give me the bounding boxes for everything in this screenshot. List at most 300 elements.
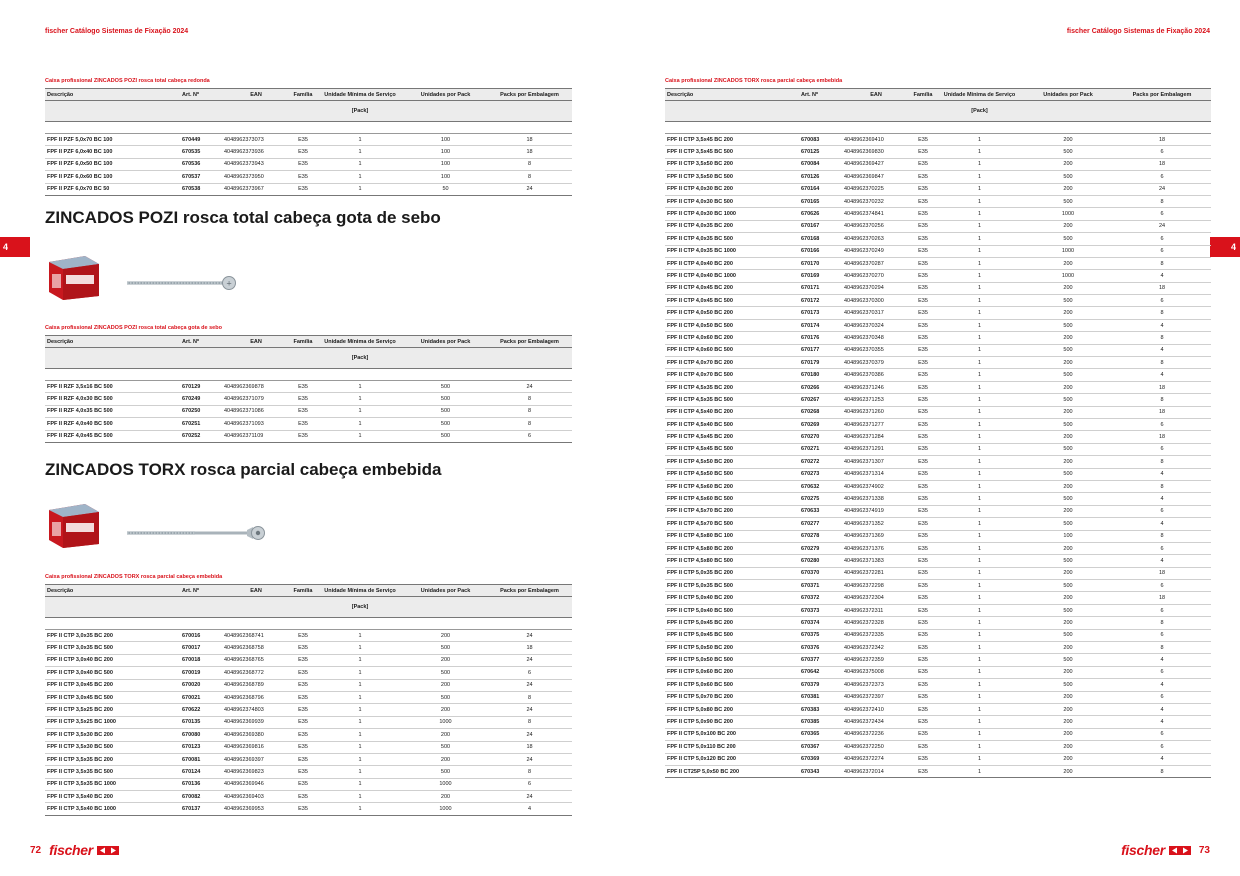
header-cell-empty [45, 348, 180, 369]
cell-ean: 4048962373073 [222, 134, 290, 146]
cell-units-per-pack: 200 [1023, 307, 1113, 319]
cell-family: E35 [910, 332, 936, 344]
header-cell-empty [180, 101, 222, 122]
section-title: ZINCADOS POZI rosca total cabeça gota de sebo [45, 208, 441, 227]
cell-units-per-pack: 500 [404, 405, 487, 417]
cell-art-no: 670170 [799, 257, 842, 269]
cell-family: E35 [910, 357, 936, 369]
cell-family: E35 [910, 195, 936, 207]
cell-description: FPF II CTP 3,5x35 BC 1000 [45, 778, 180, 790]
cell-family: E35 [910, 505, 936, 517]
cell-units-per-pack: 500 [404, 393, 487, 405]
header-cell-empty [290, 597, 316, 618]
cell-family: E35 [290, 704, 316, 716]
header-cell-empty [45, 597, 180, 618]
cell-units-per-pack: 500 [404, 418, 487, 430]
cell-ean: 4048962373950 [222, 171, 290, 183]
cell-ean: 4048962368741 [222, 630, 290, 642]
table-row [665, 220, 1211, 232]
cell-min-unit: 1 [936, 245, 1023, 257]
cell-art-no: 670367 [799, 741, 842, 753]
header-cell-empty [487, 348, 572, 369]
table-row [665, 580, 1211, 592]
table-row [665, 592, 1211, 604]
cell-ean: 4048962370249 [842, 245, 910, 257]
table-row [45, 679, 572, 691]
column-header-units-per-pack: Unidades por Pack [404, 89, 487, 101]
cell-ean: 4048962370348 [842, 332, 910, 344]
cell-description: FPF II CTP 3,0x45 BC 500 [45, 691, 180, 703]
cell-min-unit: 1 [316, 418, 404, 430]
table-row [665, 567, 1211, 579]
table-row [45, 766, 572, 778]
spacer-cell [910, 122, 936, 134]
cell-packs-per-box: 6 [487, 430, 572, 442]
cell-packs-per-box: 6 [1113, 691, 1211, 703]
cell-min-unit: 1 [316, 691, 404, 703]
cell-art-no: 670165 [799, 195, 842, 207]
cell-art-no: 670021 [180, 691, 222, 703]
cell-min-unit: 1 [936, 716, 1023, 728]
column-header-packs-per-box: Packs por Embalagem [487, 336, 572, 348]
cell-packs-per-box: 8 [487, 716, 572, 728]
cell-art-no: 670017 [180, 642, 222, 654]
table-row [45, 654, 572, 666]
cell-description: FPF II CTP 3,5x45 BC 200 [665, 134, 799, 146]
cell-min-unit: 1 [936, 679, 1023, 691]
cell-min-unit: 1 [936, 443, 1023, 455]
cell-description: FPF II CTP 4,5x40 BC 500 [665, 418, 799, 430]
table-row [665, 183, 1211, 195]
logo-text: fischer [49, 842, 93, 858]
cell-units-per-pack: 500 [404, 741, 487, 753]
header-cell-empty [1023, 101, 1113, 122]
column-header-art-no: Art. Nº [180, 336, 222, 348]
cell-art-no: 670373 [799, 604, 842, 616]
table-row [665, 753, 1211, 765]
cell-packs-per-box: 18 [1113, 158, 1211, 170]
cell-units-per-pack: 500 [404, 691, 487, 703]
cell-min-unit: 1 [316, 753, 404, 765]
cell-ean: 4048962370270 [842, 270, 910, 282]
cell-family: E35 [910, 691, 936, 703]
cell-family: E35 [910, 456, 936, 468]
table-row [45, 803, 572, 815]
cell-units-per-pack: 1000 [1023, 270, 1113, 282]
cell-packs-per-box: 8 [1113, 332, 1211, 344]
cell-family: E35 [910, 183, 936, 195]
table-caption: Caixa profissional ZINCADOS TORX rosca parcial cabeça embebida [665, 78, 843, 84]
cell-min-unit: 1 [316, 654, 404, 666]
cell-family: E35 [290, 729, 316, 741]
cell-description: FPF II CTP 4,0x35 BC 1000 [665, 245, 799, 257]
cell-art-no: 670385 [799, 716, 842, 728]
cell-ean: 4048962371277 [842, 418, 910, 430]
cell-family: E35 [290, 405, 316, 417]
cell-family: E35 [910, 208, 936, 220]
header-cell-empty [1113, 101, 1211, 122]
header-cell-empty [842, 101, 910, 122]
cell-description: FPF II CTP 3,5x35 BC 500 [45, 766, 180, 778]
cell-min-unit: 1 [936, 195, 1023, 207]
cell-family: E35 [290, 716, 316, 728]
cell-packs-per-box: 18 [1113, 567, 1211, 579]
screw-image [125, 274, 237, 292]
header-cell-empty [180, 597, 222, 618]
spacer-cell [842, 122, 910, 134]
cell-min-unit: 1 [316, 778, 404, 790]
table-caption: Caixa profissional ZINCADOS POZI rosca total cabeça redonda [45, 78, 210, 84]
cell-description: FPF II CTP 4,5x35 BC 500 [665, 394, 799, 406]
cell-description: FPF II CTP 5,0x60 BC 200 [665, 666, 799, 678]
cell-packs-per-box: 6 [1113, 146, 1211, 158]
chapter-tab-left: 4 [0, 237, 30, 257]
section-title: ZINCADOS TORX rosca parcial cabeça embebida [45, 460, 442, 479]
cell-ean: 4048962372342 [842, 642, 910, 654]
cell-units-per-pack: 200 [404, 679, 487, 691]
table-row [45, 630, 572, 642]
cell-description: FPF II CTP 4,5x70 BC 200 [665, 505, 799, 517]
cell-description: FPF II CTP 4,5x50 BC 500 [665, 468, 799, 480]
page-header-right: fischer Catálogo Sistemas de Fixação 2024 [1066, 28, 1210, 35]
cell-min-unit: 1 [936, 654, 1023, 666]
column-header-units-per-pack: Unidades por Pack [1023, 89, 1113, 101]
cell-art-no: 670374 [799, 617, 842, 629]
cell-ean: 4048962374841 [842, 208, 910, 220]
cell-art-no: 670129 [180, 381, 222, 393]
cell-min-unit: 1 [316, 171, 404, 183]
cell-units-per-pack: 200 [1023, 691, 1113, 703]
cell-ean: 4048962372274 [842, 753, 910, 765]
table-row [45, 729, 572, 741]
cell-art-no: 670535 [180, 146, 222, 158]
cell-packs-per-box: 4 [1113, 319, 1211, 331]
cell-art-no: 670379 [799, 679, 842, 691]
cell-min-unit: 1 [936, 480, 1023, 492]
spacer-cell [316, 369, 404, 381]
cell-units-per-pack: 200 [1023, 617, 1113, 629]
cell-description: FPF II CTP 4,5x80 BC 200 [665, 542, 799, 554]
cell-ean: 4048962372410 [842, 703, 910, 715]
column-header-description: Descrição [45, 89, 180, 101]
spacer-row [45, 618, 572, 630]
cell-min-unit: 1 [936, 369, 1023, 381]
cell-min-unit: 1 [316, 679, 404, 691]
cell-units-per-pack: 200 [1023, 728, 1113, 740]
cell-min-unit: 1 [936, 282, 1023, 294]
screw-image [125, 524, 267, 542]
cell-min-unit: 1 [936, 555, 1023, 567]
cell-ean: 4048962369847 [842, 171, 910, 183]
spacer-cell [487, 122, 572, 134]
cell-ean: 4048962374902 [842, 480, 910, 492]
cell-description: FPF II CTP 5,0x45 BC 500 [665, 629, 799, 641]
header-cell-empty [290, 101, 316, 122]
cell-units-per-pack: 200 [1023, 357, 1113, 369]
cell-min-unit: 1 [936, 146, 1023, 158]
cell-family: E35 [910, 741, 936, 753]
cell-units-per-pack: 500 [1023, 468, 1113, 480]
cell-description: FPF II CTP 4,5x35 BC 200 [665, 381, 799, 393]
page-number: 73 [1198, 844, 1210, 856]
cell-min-unit: 1 [936, 357, 1023, 369]
cell-ean: 4048962368772 [222, 667, 290, 679]
spacer-cell [222, 122, 290, 134]
cell-min-unit: 1 [316, 381, 404, 393]
cell-min-unit: 1 [936, 418, 1023, 430]
cell-min-unit: 1 [936, 381, 1023, 393]
cell-description: FPF II CTP 4,5x45 BC 200 [665, 431, 799, 443]
cell-ean: 4048962373936 [222, 146, 290, 158]
cell-ean: 4048962371383 [842, 555, 910, 567]
cell-min-unit: 1 [936, 629, 1023, 641]
cell-family: E35 [910, 134, 936, 146]
column-header-family: Família [910, 89, 936, 101]
cell-units-per-pack: 200 [404, 753, 487, 765]
cell-description: FPF II CTP 4,5x60 BC 500 [665, 493, 799, 505]
table-row [665, 617, 1211, 629]
cell-art-no: 670180 [799, 369, 842, 381]
cell-art-no: 670019 [180, 667, 222, 679]
cell-packs-per-box: 4 [1113, 753, 1211, 765]
cell-ean: 4048962372359 [842, 654, 910, 666]
cell-ean: 4048962369946 [222, 778, 290, 790]
cell-family: E35 [910, 592, 936, 604]
cell-min-unit: 1 [936, 257, 1023, 269]
cell-ean: 4048962371314 [842, 468, 910, 480]
cell-min-unit: 1 [316, 146, 404, 158]
column-header-packs-per-box: Packs por Embalagem [487, 89, 572, 101]
cell-art-no: 670250 [180, 405, 222, 417]
table-row [45, 430, 572, 442]
spacer-cell [404, 122, 487, 134]
cell-description: FPF II CTP 4,5x45 BC 500 [665, 443, 799, 455]
cell-ean: 4048962374919 [842, 505, 910, 517]
cell-packs-per-box: 24 [487, 654, 572, 666]
cell-art-no: 670277 [799, 518, 842, 530]
table-row [665, 456, 1211, 468]
cell-family: E35 [290, 393, 316, 405]
cell-packs-per-box: 8 [1113, 456, 1211, 468]
cell-units-per-pack: 500 [1023, 654, 1113, 666]
cell-family: E35 [910, 443, 936, 455]
cell-family: E35 [290, 667, 316, 679]
cell-description: FPF II RZF 4,0x45 BC 500 [45, 430, 180, 442]
cell-family: E35 [910, 344, 936, 356]
cell-family: E35 [910, 518, 936, 530]
header-cell-empty [487, 101, 572, 122]
cell-description: FPF II RZF 4,0x30 BC 500 [45, 393, 180, 405]
cell-min-unit: 1 [936, 741, 1023, 753]
cell-min-unit: 1 [936, 158, 1023, 170]
cell-art-no: 670251 [180, 418, 222, 430]
cell-family: E35 [910, 728, 936, 740]
cell-description: FPF II CTP 4,0x35 BC 500 [665, 233, 799, 245]
cell-description: FPF II CTP 3,5x25 BC 1000 [45, 716, 180, 728]
cell-units-per-pack: 200 [1023, 332, 1113, 344]
cell-family: E35 [290, 146, 316, 158]
cell-ean: 4048962371246 [842, 381, 910, 393]
cell-units-per-pack: 100 [1023, 530, 1113, 542]
cell-ean: 4048962373943 [222, 158, 290, 170]
cell-art-no: 670179 [799, 357, 842, 369]
cell-art-no: 670016 [180, 630, 222, 642]
cell-family: E35 [910, 307, 936, 319]
cell-min-unit: 1 [936, 567, 1023, 579]
cell-packs-per-box: 4 [1113, 369, 1211, 381]
cell-family: E35 [290, 691, 316, 703]
cell-description: FPF II CTP 4,5x50 BC 200 [665, 456, 799, 468]
cell-min-unit: 1 [936, 753, 1023, 765]
cell-min-unit: 1 [316, 791, 404, 803]
cell-art-no: 670642 [799, 666, 842, 678]
cell-units-per-pack: 200 [404, 654, 487, 666]
cell-description: FPF II CTP 5,0x120 BC 200 [665, 753, 799, 765]
cell-description: FPF II CTP 4,0x40 BC 200 [665, 257, 799, 269]
svg-text:+: + [226, 279, 232, 288]
cell-min-unit: 1 [316, 134, 404, 146]
cell-ean: 4048962369830 [842, 146, 910, 158]
cell-family: E35 [910, 381, 936, 393]
cell-min-unit: 1 [936, 220, 1023, 232]
column-header-unit: [Pack] [316, 101, 404, 122]
table-row [45, 741, 572, 753]
cell-art-no: 670270 [799, 431, 842, 443]
product-table [665, 88, 1211, 778]
cell-art-no: 670370 [799, 567, 842, 579]
cell-packs-per-box: 6 [487, 667, 572, 679]
cell-art-no: 670273 [799, 468, 842, 480]
spacer-cell [404, 618, 487, 630]
table-row [665, 703, 1211, 715]
cell-min-unit: 1 [936, 307, 1023, 319]
cell-packs-per-box: 6 [1113, 295, 1211, 307]
table-row [665, 245, 1211, 257]
cell-packs-per-box: 6 [1113, 542, 1211, 554]
cell-units-per-pack: 500 [1023, 629, 1113, 641]
cell-art-no: 670369 [799, 753, 842, 765]
cell-art-no: 670375 [799, 629, 842, 641]
cell-units-per-pack: 500 [1023, 493, 1113, 505]
cell-packs-per-box: 8 [1113, 530, 1211, 542]
page-header-left: fischer Catálogo Sistemas de Fixação 2024 [45, 28, 189, 35]
cell-ean: 4048962372311 [842, 604, 910, 616]
cell-min-unit: 1 [936, 344, 1023, 356]
cell-min-unit: 1 [936, 208, 1023, 220]
cell-units-per-pack: 500 [1023, 555, 1113, 567]
fischer-logo [1121, 842, 1191, 858]
cell-family: E35 [910, 604, 936, 616]
logo-text: fischer [1121, 842, 1165, 858]
cell-description: FPF II CTP 3,0x35 BC 500 [45, 642, 180, 654]
cell-units-per-pack: 200 [1023, 158, 1113, 170]
cell-packs-per-box: 24 [487, 753, 572, 765]
spacer-cell [290, 369, 316, 381]
cell-description: FPF II CTP 4,0x70 BC 500 [665, 369, 799, 381]
cell-family: E35 [910, 406, 936, 418]
product-box-image [45, 500, 103, 550]
cell-description: FPF II CTP 3,5x40 BC 200 [45, 791, 180, 803]
cell-family: E35 [910, 580, 936, 592]
cell-units-per-pack: 500 [1023, 369, 1113, 381]
cell-min-unit: 1 [316, 183, 404, 195]
cell-ean: 4048962371079 [222, 393, 290, 405]
cell-family: E35 [910, 319, 936, 331]
cell-units-per-pack: 500 [1023, 418, 1113, 430]
cell-units-per-pack: 200 [1023, 406, 1113, 418]
cell-min-unit: 1 [316, 158, 404, 170]
cell-units-per-pack: 100 [404, 171, 487, 183]
table-row [665, 282, 1211, 294]
spacer-row [45, 369, 572, 381]
cell-family: E35 [910, 158, 936, 170]
table-row [665, 468, 1211, 480]
cell-art-no: 670018 [180, 654, 222, 666]
cell-packs-per-box: 4 [1113, 270, 1211, 282]
cell-units-per-pack: 200 [1023, 480, 1113, 492]
cell-min-unit: 1 [936, 295, 1023, 307]
table-row [45, 381, 572, 393]
cell-art-no: 670279 [799, 542, 842, 554]
header-cell-empty [45, 101, 180, 122]
logo-mark-icon [1169, 846, 1191, 855]
cell-units-per-pack: 500 [1023, 518, 1113, 530]
cell-ean: 4048962370300 [842, 295, 910, 307]
cell-packs-per-box: 4 [1113, 493, 1211, 505]
cell-min-unit: 1 [316, 766, 404, 778]
cell-art-no: 670536 [180, 158, 222, 170]
cell-family: E35 [910, 530, 936, 542]
cell-units-per-pack: 500 [404, 381, 487, 393]
cell-art-no: 670167 [799, 220, 842, 232]
cell-ean: 4048962369403 [222, 791, 290, 803]
table-row [665, 716, 1211, 728]
cell-packs-per-box: 24 [487, 630, 572, 642]
cell-ean: 4048962370379 [842, 357, 910, 369]
cell-ean: 4048962375008 [842, 666, 910, 678]
table-row [665, 171, 1211, 183]
table-row [665, 369, 1211, 381]
cell-min-unit: 1 [936, 233, 1023, 245]
header-cell-empty [910, 101, 936, 122]
cell-units-per-pack: 500 [1023, 344, 1113, 356]
cell-ean: 4048962370355 [842, 344, 910, 356]
cell-family: E35 [290, 418, 316, 430]
cell-units-per-pack: 1000 [1023, 208, 1113, 220]
cell-family: E35 [910, 369, 936, 381]
cell-min-unit: 1 [316, 630, 404, 642]
cell-units-per-pack: 200 [1023, 592, 1113, 604]
table-row [665, 654, 1211, 666]
cell-units-per-pack: 200 [1023, 282, 1113, 294]
cell-ean: 4048962371109 [222, 430, 290, 442]
column-header-description: Descrição [45, 585, 180, 597]
table-row [665, 542, 1211, 554]
cell-description: FPF II CTP 3,5x30 BC 500 [45, 741, 180, 753]
column-header-ean: EAN [222, 585, 290, 597]
cell-family: E35 [910, 629, 936, 641]
product-box-image [45, 252, 103, 302]
table-caption: Caixa profissional ZINCADOS POZI rosca total cabeça gota de sebo [45, 325, 222, 331]
cell-units-per-pack: 200 [404, 704, 487, 716]
table-row [45, 158, 572, 170]
cell-art-no: 670268 [799, 406, 842, 418]
spacer-cell [45, 369, 180, 381]
column-header-unit: [Pack] [316, 348, 404, 369]
cell-packs-per-box: 6 [1113, 505, 1211, 517]
header-subrow [665, 101, 1211, 122]
table-row [665, 394, 1211, 406]
